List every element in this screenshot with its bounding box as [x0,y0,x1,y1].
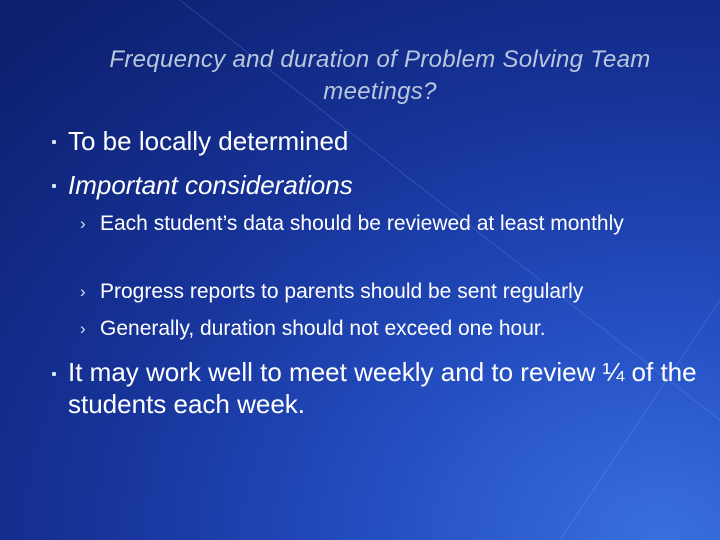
slide-title: Frequency and duration of Problem Solving Team meetings? [109,46,651,105]
sub-bullet-duration: Generally, duration should not exceed one hour. [100,317,546,340]
bullet-marker [52,184,56,188]
bullet-locally-determined: To be locally determined [68,126,349,156]
bullet-marker [52,372,56,376]
bullet-meet-weekly: It may work well to meet weekly and to review ¼ of the students each week. [68,357,697,419]
sub-bullet-marker: › [80,214,86,233]
sub-bullet-progress-reports: Progress reports to parents should be sent regularly [100,280,584,303]
sub-bullet-marker: › [80,282,86,301]
bullet-marker [52,140,56,144]
bullet-important-considerations: Important considerations [68,170,353,200]
sub-bullet-marker: › [80,319,86,338]
sub-bullet-review-monthly: Each student’s data should be reviewed at least monthly [100,212,624,235]
